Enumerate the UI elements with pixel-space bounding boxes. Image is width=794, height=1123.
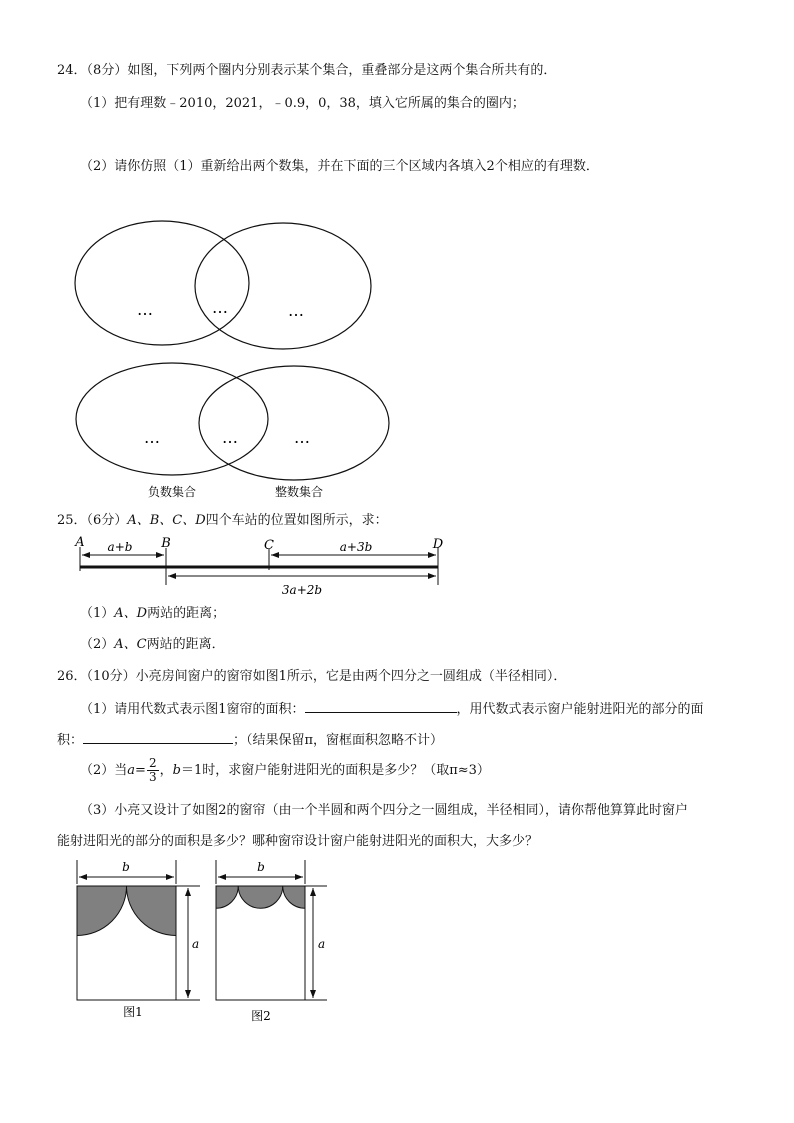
- venn1-right-circle: [195, 223, 371, 349]
- q26-window-figures: [0, 850, 794, 1030]
- q26-part3-line1: （3）小亮又设计了如图2的窗帘（由一个半圆和两个四分之一圆组成，半径相同），请你帮他算算此时窗户: [80, 803, 689, 818]
- venn1-middle-dots: …: [212, 298, 228, 317]
- segment-cd-label: a+3b: [339, 540, 373, 554]
- q25-part1: [80, 606, 225, 622]
- fig2-right-quarter-curtain: [283, 886, 305, 908]
- q24-part2: （2）请你仿照（1）重新给出两个数集，并在下面的三个区域内各填入2个相应的有理数．: [80, 159, 599, 174]
- venn2-left-circle: [76, 363, 268, 475]
- venn2-right-circle: [199, 366, 389, 480]
- venn2-left-dots: …: [144, 428, 160, 447]
- fraction-numerator: 2: [148, 756, 157, 770]
- q25-part1-post: 两站的距离；: [147, 606, 226, 621]
- q25-title-vars: A、B、C、D: [127, 513, 206, 528]
- fraction-two-thirds: [147, 757, 159, 784]
- q26-part3-line2: 能射进阳光的部分的面积是多少？哪种窗帘设计窗户能射进阳光的面积大，大多少？: [57, 834, 539, 849]
- point-b-label: B: [161, 536, 171, 551]
- window-figure-1: [77, 860, 200, 1019]
- fig1-dim-b: b: [122, 860, 130, 874]
- q26-part2-text-a: （2）当: [80, 763, 128, 778]
- q26-part1-text-d: ；（结果保留π，窗框面积忽略不计）: [233, 733, 444, 748]
- venn1-right-dots: …: [288, 301, 304, 320]
- venn-diagram-2: [76, 363, 389, 499]
- window-figure-2: [216, 860, 327, 1023]
- q25-part1-pre: （1）: [80, 606, 115, 621]
- fig2-middle-semicircle-curtain: [238, 886, 283, 908]
- q25-station-diagram: [0, 530, 794, 600]
- fraction-denominator: 3: [148, 770, 157, 784]
- segment-ab-label: a+b: [107, 540, 133, 554]
- point-d-label: D: [432, 537, 444, 552]
- q26-title: 26．（10分）小亮房间窗户的窗帘如图1所示，它是由两个四分之一圆组成（半径相同）．: [57, 669, 567, 684]
- fig2-caption: 图2: [251, 1009, 271, 1023]
- q26-part1-text-a: （1）请用代数式表示图1窗帘的面积：: [80, 702, 305, 717]
- q25-title: [57, 513, 388, 529]
- sunlight-area-answer-blank[interactable]: [83, 731, 233, 744]
- q24-part1: （1）把有理数﹣2010，2021，﹣0.9，0，38，填入它所属的集合的圈内；: [80, 96, 525, 111]
- venn1-left-dots: …: [137, 300, 153, 319]
- fig1-dim-a: a: [192, 937, 200, 951]
- q25-part1-vars: A、D: [114, 606, 148, 621]
- point-c-label: C: [264, 538, 274, 553]
- q26-part2-equals: =: [135, 763, 146, 778]
- q26-part2-var-b: b: [172, 763, 181, 778]
- venn2-right-dots: …: [294, 428, 310, 447]
- curtain-area-answer-blank[interactable]: [305, 700, 457, 713]
- venn2-middle-dots: …: [222, 428, 238, 447]
- q26-part1-line1: [80, 700, 704, 718]
- segment-bd-label: 3a+2b: [281, 583, 323, 597]
- point-a-label: A: [75, 535, 85, 550]
- q25-part2-vars: A、C: [114, 637, 147, 652]
- q25-part2: [80, 637, 225, 653]
- q25-title-pre: 25．（6分）: [57, 513, 128, 528]
- venn-diagram-1: [75, 221, 371, 349]
- q26-part2-var-a: a: [127, 763, 136, 778]
- label-negative-set: 负数集合: [147, 485, 197, 499]
- q25-title-post: 四个车站的位置如图所示，求：: [205, 513, 388, 528]
- q25-part2-pre: （2）: [80, 637, 115, 652]
- q25-part2-post: 两站的距离．: [146, 637, 225, 652]
- q26-part2-text-c: ＝1时，求窗户能射进阳光的面积是多少？（取π≈3）: [180, 763, 490, 778]
- fig2-dim-a: a: [318, 937, 326, 951]
- fig2-dim-b: b: [257, 860, 265, 874]
- fig2-left-quarter-curtain: [216, 886, 238, 908]
- q26-part1-line2: [57, 731, 443, 749]
- q26-part1-text-c: 积：: [57, 733, 84, 748]
- fig1-right-quarter-curtain: [127, 886, 177, 936]
- fig1-left-quarter-curtain: [77, 886, 127, 936]
- q24-venn-diagrams: [0, 0, 794, 520]
- fig1-caption: 图1: [123, 1005, 143, 1019]
- segment-bd-arrow: [168, 573, 436, 579]
- q26-part1-text-b: ，用代数式表示窗户能射进阳光的部分的面: [456, 702, 704, 717]
- q24-title: 24．（8分）如图，下列两个圈内分别表示某个集合，重叠部分是这两个集合所共有的．: [57, 63, 557, 78]
- label-integer-set: 整数集合: [274, 485, 324, 499]
- q26-part2: [80, 756, 490, 786]
- q26-part2-text-b: ，: [159, 763, 173, 778]
